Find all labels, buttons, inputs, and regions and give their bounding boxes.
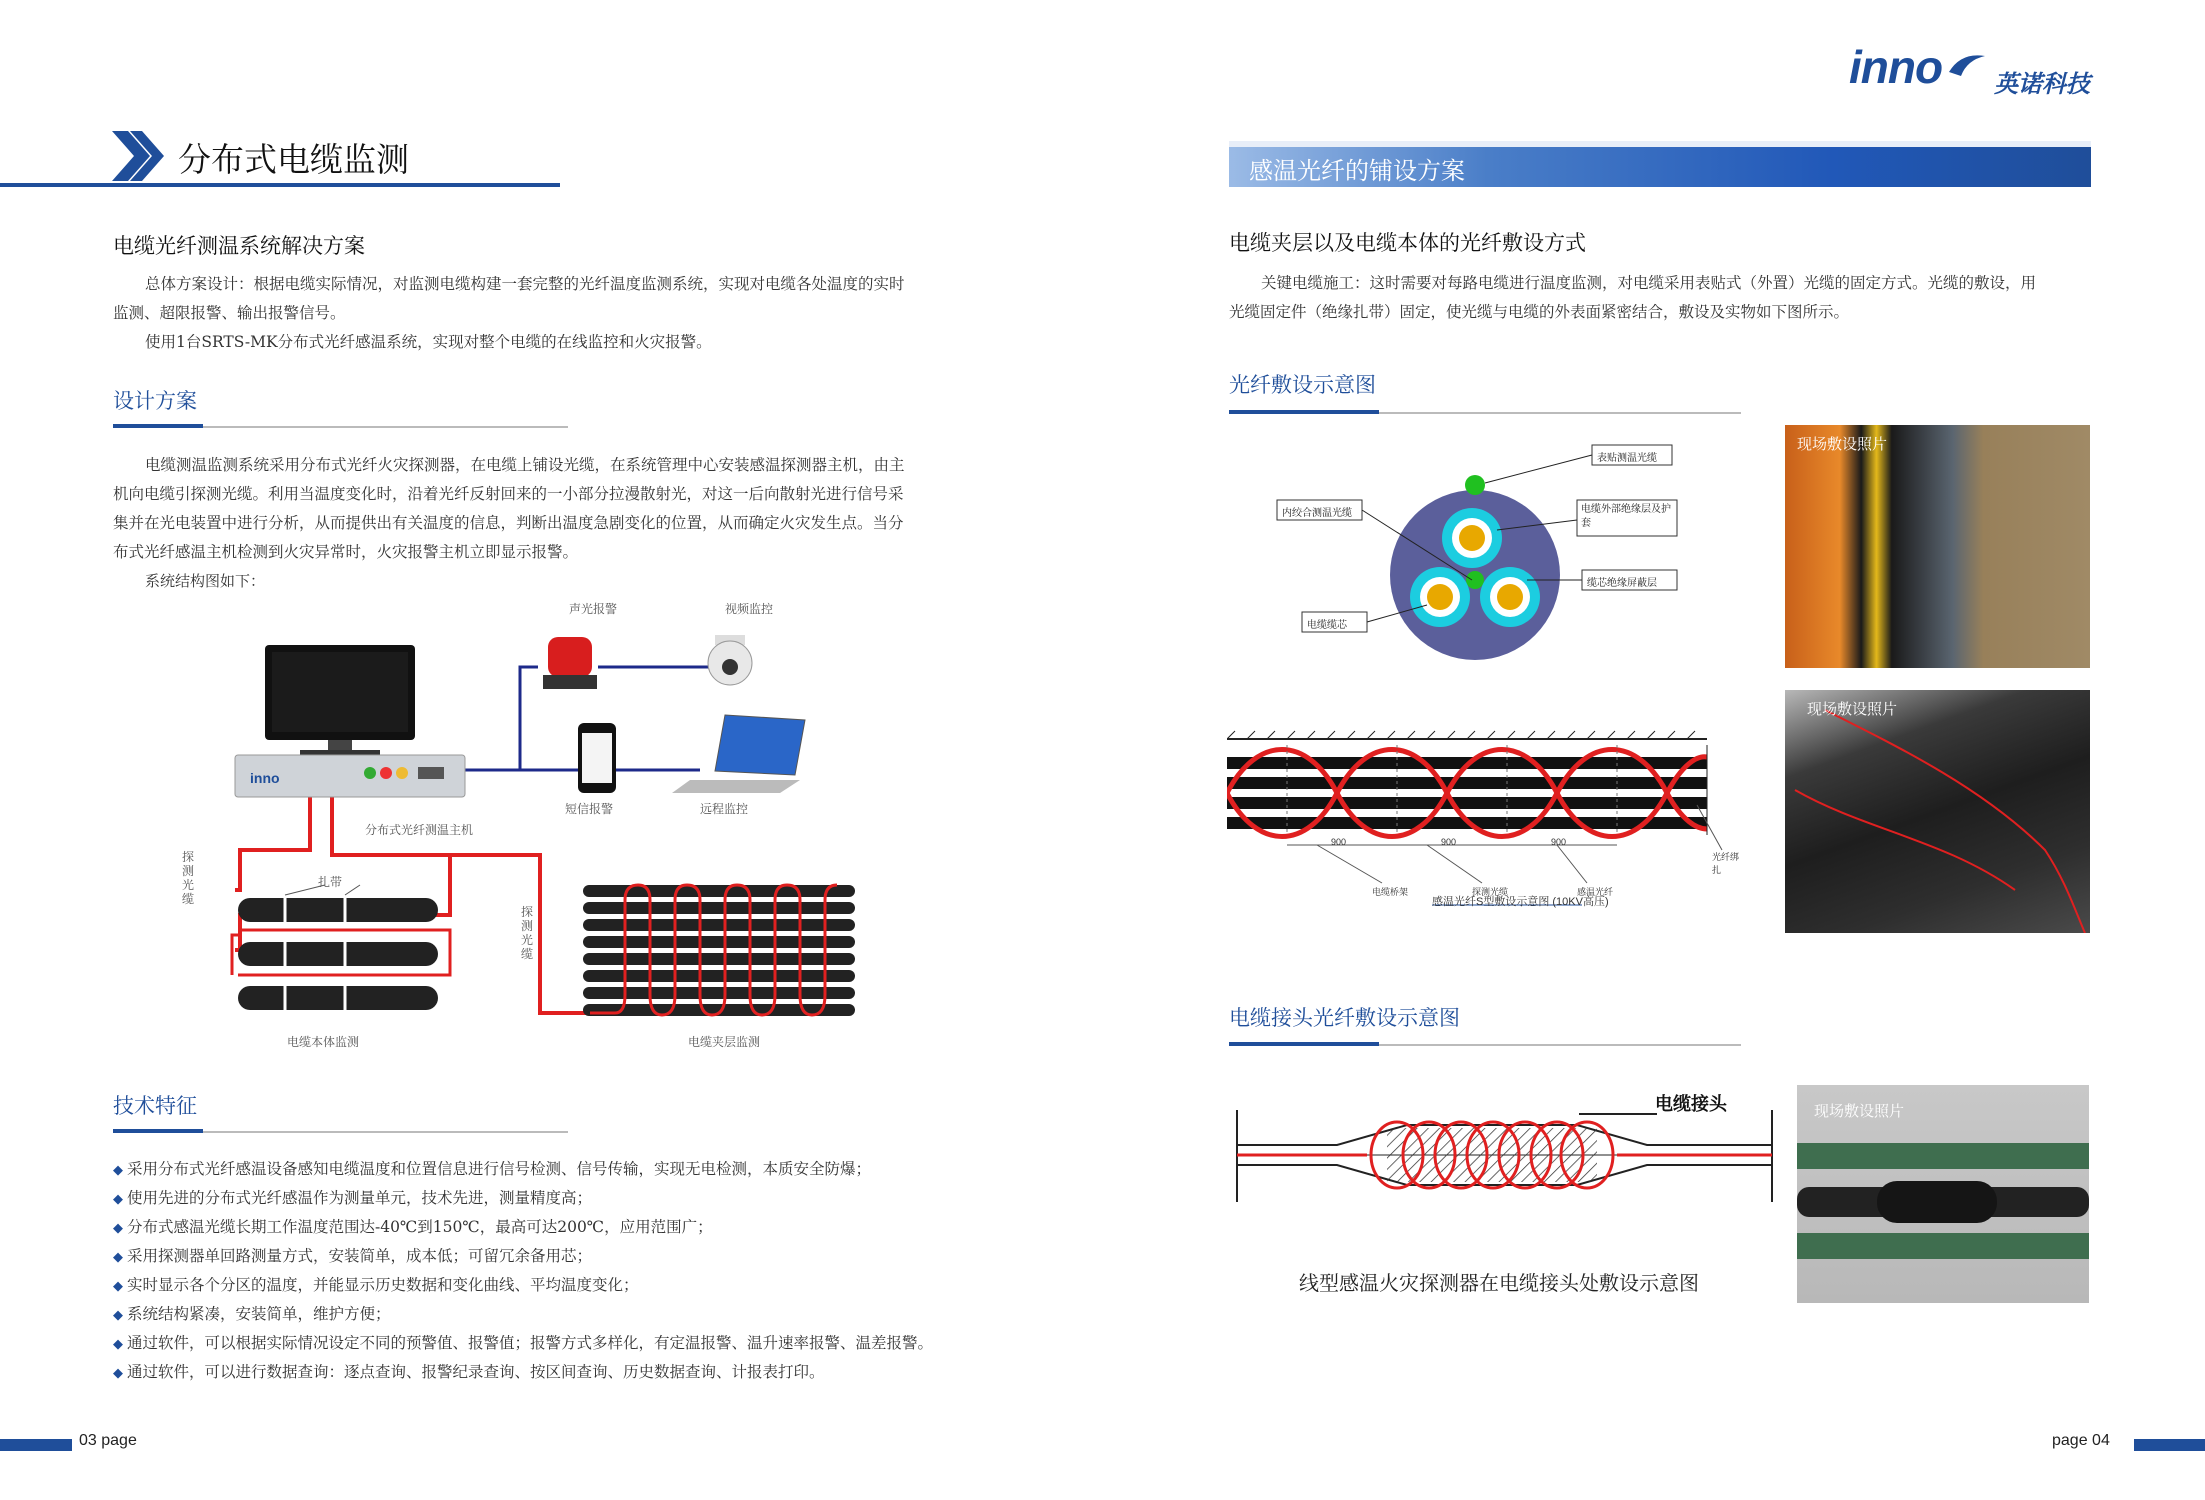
chevron-icon (112, 131, 167, 181)
footer-bar-left (0, 1439, 72, 1451)
cross-section-diagram (1267, 430, 1787, 680)
company-name: 英诺科技 (1994, 71, 2090, 98)
page-number-right: page 04 (2052, 1432, 2110, 1449)
intro-paragraph (113, 270, 993, 357)
spacing-label: 900 (1331, 837, 1347, 847)
layout-title: 光纤敷设示意图 (1229, 373, 1376, 397)
label-video: 视频监控 (725, 602, 774, 616)
section-banner (1229, 141, 2091, 187)
label-probe: 探测光缆 (1472, 887, 1509, 897)
label-inner-fiber: 内绞合测温光缆 (1282, 508, 1352, 519)
list-item: ◆ 通过软件，可以根据实际情况设定不同的预警值、报警值；报警方式多样化，有定温报警、温升速率报警、温差报警。 (113, 1334, 934, 1352)
system-diagram (160, 595, 880, 1060)
diamond-bullet-icon: ◆ (113, 1192, 123, 1207)
label-probe-mid: 探测光缆 (521, 905, 534, 961)
design-title: 设计方案 (113, 389, 197, 413)
joint-diagram (1227, 1080, 1787, 1215)
joint-label: 电缆接头 (1655, 1094, 1727, 1115)
solution-title: 电缆光纤测温系统解决方案 (113, 234, 365, 258)
design-line: 布式光纤感温主机检测到火灾异常时，火灾报警主机立即显示报警。 (113, 543, 579, 561)
joint-underline (1229, 1042, 1741, 1045)
wave-caption: 感温光纤S型敷设示意图 (10KV高压) (1432, 896, 1609, 908)
banner-title: 感温光纤的铺设方案 (1249, 157, 1465, 185)
design-line: 电缆测温监测系统采用分布式光纤火灾探测器，在电缆上铺设光缆，在系统管理中心安装感温探测器主机，由主 (145, 456, 905, 474)
label-probe-left: 探测光缆 (182, 850, 195, 906)
structure-note: 系统结构图如下： (145, 572, 266, 590)
right-page (1102, 0, 2205, 1500)
intro-line: 总体方案设计：根据电缆实际情况，对监测电缆构建一套完整的光纤温度监测系统，实现对电缆各处温度的实时 (145, 275, 905, 293)
design-line: 集并在光电装置中进行分析，从而提供出有关温度的信息，判断出温度急剧变化的位置，从而确定火灾发生点。当分 (113, 514, 904, 532)
label-core-shield: 缆芯绝缘屏蔽层 (1587, 578, 1657, 589)
site-photo-1 (1785, 425, 2090, 668)
design-underline (113, 424, 568, 427)
design-paragraph (113, 451, 993, 567)
intro-line: 监测、超限报警、输出报警信号。 (113, 304, 346, 322)
header-underline (0, 183, 560, 187)
layer-line: 关键电缆施工：这时需要对每路电缆进行温度监测，对电缆采用表贴式（外置）光缆的固定方式。光缆的敷设，用 (1261, 274, 2037, 292)
site-photo-2 (1785, 690, 2090, 933)
design-line: 机向电缆引探测光缆。利用当温度变化时，沿着光纤反射回来的一小部分拉漫散射光，对这一后向散射光进行信号采 (113, 485, 904, 503)
diamond-bullet-icon: ◆ (113, 1279, 123, 1294)
label-fiber: 感温光纤 (1577, 887, 1614, 897)
diamond-bullet-icon: ◆ (113, 1308, 123, 1323)
layer-line: 光缆固定件（绝缘扎带）固定，使光缆与电缆的外表面紧密结合，敷设及实物如下图所示。 (1229, 303, 1850, 321)
list-item: ◆ 通过软件，可以进行数据查询：逐点查询、报警纪录查询、按区间查询、历史数据查询、计报表打印。 (113, 1363, 825, 1381)
logo-wordmark: inno (1849, 41, 1943, 93)
list-item: ◆ 分布式感温光缆长期工作温度范围达-40℃到150℃，最高可达200℃，应用范围广； (113, 1218, 713, 1236)
brand-logo (1849, 40, 2205, 100)
joint-caption: 线型感温火灾探测器在电缆接头处敷设示意图 (1299, 1271, 1699, 1295)
label-binding: 光纤绑扎 (1712, 852, 1740, 875)
diamond-bullet-icon: ◆ (113, 1337, 123, 1352)
list-item: ◆ 采用探测器单回路测量方式，安装简单，成本低；可留冗余备用芯； (113, 1247, 593, 1265)
page-title: 分布式电缆监测 (178, 140, 409, 179)
diamond-bullet-icon: ◆ (113, 1250, 123, 1265)
list-item: ◆ 使用先进的分布式光纤感温作为测量单元，技术先进，测量精度高； (113, 1189, 593, 1207)
site-photo-3 (1797, 1085, 2089, 1303)
label-surface-fiber: 表贴测温光缆 (1597, 453, 1657, 464)
label-host: 分布式光纤测温主机 (365, 823, 474, 837)
diamond-bullet-icon: ◆ (113, 1366, 123, 1381)
photo-caption: 现场敷设照片 (1814, 1102, 1905, 1120)
wave-layout-diagram (1227, 725, 1747, 915)
device-logo-text: inno (250, 770, 280, 786)
label-outer-insulation: 电缆外部绝缘层及护套 (1581, 504, 1671, 529)
label-core: 电缆缆芯 (1307, 620, 1347, 631)
layout-underline (1229, 410, 1741, 413)
cable-layer-bundle (583, 885, 855, 1016)
intro-line: 使用1台SRTS-MK分布式光纤感温系统，实现对整个电缆的在线监控和火灾报警。 (145, 333, 712, 351)
phone-icon (578, 723, 616, 793)
features-underline (113, 1129, 568, 1132)
spacing-label: 900 (1441, 837, 1457, 847)
spacing-label: 900 (1551, 837, 1567, 847)
photo-caption: 现场敷设照片 (1797, 435, 1888, 453)
swoosh-icon (1947, 50, 1987, 82)
features-list (113, 1155, 933, 1387)
laptop-icon (672, 715, 805, 793)
joint-title: 电缆接头光纤敷设示意图 (1229, 1006, 1460, 1030)
camera-icon (708, 635, 752, 685)
alarm-light-icon (543, 637, 597, 689)
diamond-bullet-icon: ◆ (113, 1221, 123, 1236)
cable-body-bundle (232, 885, 450, 1013)
label-alarm: 声光报警 (569, 602, 618, 616)
layer-title: 电缆夹层以及电缆本体的光纤敷设方式 (1229, 231, 1586, 255)
list-item: ◆ 采用分布式光纤感温设备感知电缆温度和位置信息进行信号检测、信号传输，实现无电检测，本质安全防爆； (113, 1160, 872, 1178)
page-number-left: 03 page (79, 1432, 137, 1449)
label-sms: 短信报警 (565, 802, 614, 816)
footer-bar-right (2134, 1439, 2205, 1451)
list-item: ◆ 系统结构紧凑，安装简单，维护方便； (113, 1305, 391, 1323)
label-cable-body: 电缆本体监测 (287, 1035, 360, 1049)
photo-caption: 现场敷设照片 (1807, 700, 1898, 718)
features-title: 技术特征 (113, 1094, 197, 1118)
host-computer (235, 645, 465, 797)
label-remote: 远程监控 (700, 802, 749, 816)
label-tie: 扎带 (318, 875, 343, 889)
label-cable-layer: 电缆夹层监测 (688, 1035, 761, 1049)
list-item: ◆ 实时显示各个分区的温度，并能显示历史数据和变化曲线、平均温度变化； (113, 1276, 639, 1294)
layer-paragraph (1229, 269, 2089, 327)
left-page (0, 0, 1102, 1500)
diamond-bullet-icon: ◆ (113, 1163, 123, 1178)
label-tray: 电缆桥架 (1372, 887, 1409, 897)
